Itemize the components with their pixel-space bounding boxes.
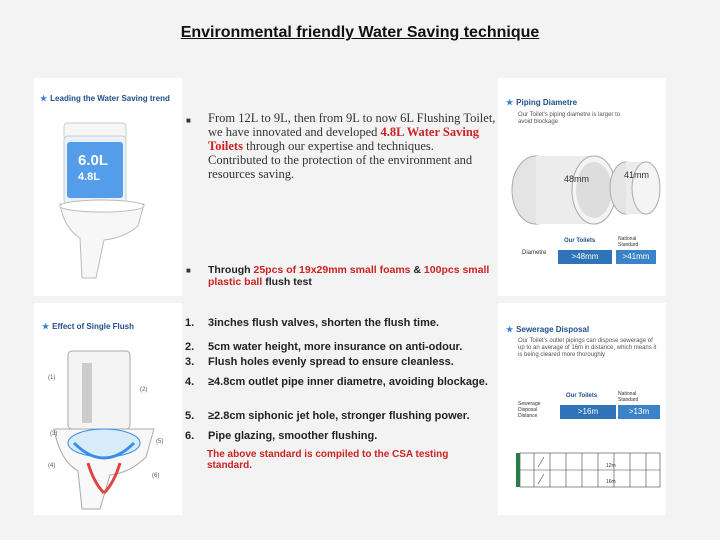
csa-footnote: The above standard is compiled to the CSA testing standard.	[207, 449, 449, 471]
list-number: 1.	[185, 317, 195, 329]
panel-note: Our Toilet's piping diametre is larger to avoid blockage	[518, 112, 621, 125]
list-item: Pipe glazing, smoother flushing.	[208, 430, 378, 442]
list-item: ≥4.8cm outlet pipe inner diametre, avoiding blockage.	[208, 376, 488, 388]
star-icon: ★	[506, 98, 514, 107]
panel-heading: ★ Effect of Single Flush	[42, 322, 134, 331]
label-48l: 4.8L	[78, 171, 101, 183]
pipe-small-label: 41mm	[624, 170, 650, 180]
list-number: 6.	[185, 430, 195, 442]
list-item: Flush holes evenly spread to ensure cleanless.	[208, 356, 454, 368]
list-item: ≥2.8cm siphonic jet hole, stronger flushing power.	[208, 410, 470, 422]
list-number: 3.	[185, 356, 195, 368]
list-number: 2.	[185, 341, 195, 353]
grid-label-12m: 12m	[606, 463, 616, 469]
panel-piping-diametre	[498, 78, 666, 296]
callout-6: (6)	[152, 473, 160, 479]
callout-5: (5)	[156, 439, 164, 445]
label-6l: 6.0L	[78, 152, 109, 169]
panel-heading: ★ Leading the Water Saving trend	[40, 94, 170, 103]
panel-heading: ★ Piping Diametre	[506, 98, 578, 107]
panel-sewerage-disposal	[498, 303, 666, 515]
panel-single-flush	[34, 303, 182, 515]
callout-2: (2)	[140, 387, 148, 393]
pipe-large-label: 48mm	[564, 174, 590, 184]
list-number: 5.	[185, 410, 195, 422]
bullet-marker: ■	[186, 266, 191, 275]
panel-water-saving-trend	[34, 78, 182, 296]
callout-1: (1)	[48, 375, 56, 381]
page-title: Environmental friendly Water Saving technique	[180, 24, 540, 41]
flush-cutaway-illustration	[34, 303, 182, 515]
disposal-distance-grid	[512, 443, 662, 493]
panel-heading: ★ Sewerage Disposal	[506, 325, 590, 334]
bullet-marker: ■	[186, 116, 191, 125]
list-number: 4.	[185, 376, 195, 388]
sewerage-table: Our Toilets National Standard Sewerage Disposal Distance >16m >13m	[518, 391, 662, 431]
toilet-illustration	[34, 78, 182, 296]
panel-note: Our Toilet's outlet pipings can dispose sewerage of up to an average of 16m in distance, which means it is being cleared more thoroughly	[518, 338, 657, 358]
callout-4: (4)	[48, 463, 56, 469]
list-item: 3inches flush valves, shorten the flush time.	[208, 317, 440, 329]
callout-3: (3)	[50, 431, 58, 437]
grid-label-16m: 16m	[606, 479, 616, 485]
list-item: 5cm water height, more insurance on anti-odour.	[208, 341, 463, 353]
bullet-innovation: From 12L to 9L, then from 9L to now 6L Flushing Toilet, we have innovated and developed 4.8L Water Saving Toilets through our expertise and techniques. Contributed to the protection of the environment and resources saving.	[208, 111, 496, 181]
diametre-table: Our Toilets National Standard Diametre >48mm >41mm	[518, 236, 658, 276]
star-icon: ★	[506, 325, 514, 334]
star-icon: ★	[40, 94, 48, 103]
bullet-flush-test: Through 25pcs of 19x29mm small foams & 100pcs small plastic ball flush test	[208, 264, 490, 288]
star-icon: ★	[42, 322, 50, 331]
